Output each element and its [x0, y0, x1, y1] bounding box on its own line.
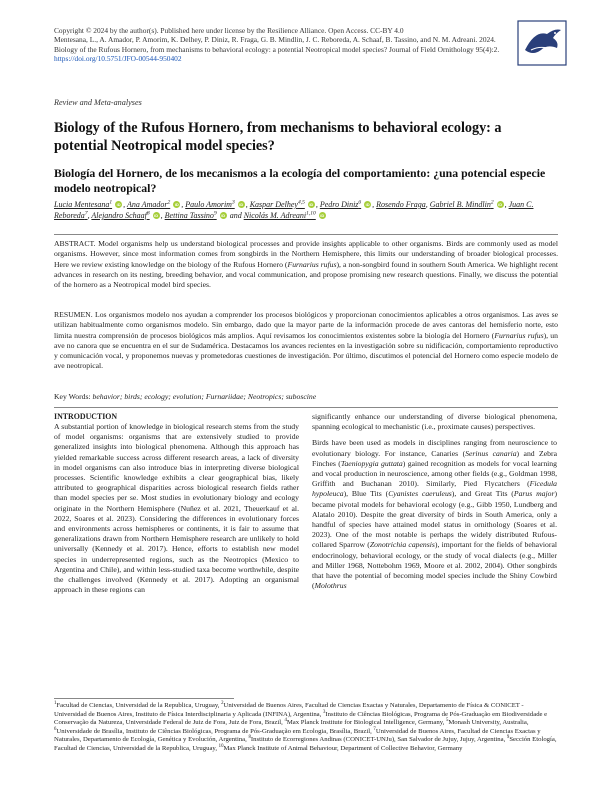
orcid-icon[interactable]	[497, 201, 504, 208]
journal-bird-logo	[517, 20, 567, 66]
author-delhey[interactable]: Kaspar Delhey$^{4,5}$	[249, 199, 305, 209]
orcid-icon[interactable]	[153, 212, 160, 219]
orcid-icon[interactable]	[115, 201, 122, 208]
section-heading-introduction: INTRODUCTION	[54, 412, 118, 421]
author-reboreda[interactable]: Juan C. Reboreda$^7$	[54, 200, 534, 220]
citation-body: Mentesana, L., A. Amador, P. Amorim, K. Delhey, P. Diniz, R. Fraga, G. B. Mindlin, J. C. Reboreda, A. Schaaf, B. Tassino, and N. M. Adreani. 2024. Biology of the Rufous Hornero, from mechanisms to behavioral ecology: a potential Neotropical model species? Journal of Field Ornithology 95(4):2.	[54, 35, 500, 54]
resumen-text: ), un ave no canora que se encuentra en el sur de Sudamérica. Destacamos los avances recientes en la investigación sobre su nidificación, comportamiento reproductivo y comunicación vocal, y proponemos nuevas y prometedoras cuestiones de investigación. Por último, discutimos el potencial del Hornero como especie modelo de ave neotropical.	[54, 330, 558, 371]
abstract-spanish	[54, 310, 558, 372]
species-name: Furnarius rufus	[494, 330, 544, 340]
author-mindlin[interactable]: Gabriel B. Mindlin$^2$	[429, 199, 494, 209]
authors-and: and	[229, 211, 242, 220]
author-tassino[interactable]: Bettina Tassino$^9$	[164, 210, 217, 220]
abstract-label: ABSTRACT.	[54, 239, 96, 248]
author-diniz[interactable]: Pedro Diniz$^6$	[319, 199, 362, 209]
abstract-text: ), a non-songbird found in southern South America. We highlight recent advances in research on its nesting, breeding behavior, and vocal communication, and propose promising new research questions. Finally, we discuss the potential of the hornero as a Neotropical model bird species.	[54, 259, 558, 290]
orcid-icon[interactable]	[173, 201, 180, 208]
copyright-line: Copyright © 2024 by the author(s). Published here under license by the Resilience Alliance. Open Access. CC-BY 4.0	[54, 26, 404, 35]
orcid-icon[interactable]	[308, 201, 315, 208]
species-name: Furnarius rufus	[287, 259, 337, 269]
author-amorim[interactable]: Paulo Amorim$^3$	[185, 199, 235, 209]
intro-paragraph-continued: significantly enhance our understanding of diverse biological phenomena, spanning ecological to mechanistic (i.e., proximate causes) perspectives.	[312, 412, 557, 432]
author-amador[interactable]: Ana Amador$^2$	[126, 199, 171, 209]
citation-text	[54, 35, 514, 63]
author-fraga[interactable]: Rosendo Fraga	[376, 200, 426, 209]
orcid-icon[interactable]	[364, 201, 371, 208]
abstract-text: Model organisms help us understand biological processes and provide insights applicable to other organisms. Birds are commonly used as model organisms. However, since most information comes from songbirds in the Northern Hemisphere, this limits our understanding of broader biological processes. Here we review existing knowledge on the biology of the Rufous Hornero (	[54, 239, 558, 269]
body-column-left	[54, 412, 299, 601]
doi-link[interactable]: https://doi.org/10.5751/JFO-00544-950402	[54, 54, 182, 64]
orcid-icon[interactable]	[220, 212, 227, 219]
divider	[54, 234, 558, 235]
footnote-divider	[54, 698, 234, 699]
orcid-icon[interactable]	[238, 201, 245, 208]
divider	[54, 407, 558, 408]
keywords	[54, 392, 558, 402]
keywords-label: Key Words:	[54, 392, 93, 401]
article-title-spanish: Biología del Hornero, de los mecanismos a la ecología del comportamiento: ¿una potencial especie modelo neotropical?	[54, 166, 546, 195]
intro-paragraph: A substantial portion of knowledge in biological research stems from the study of model organisms: organisms that are extensively studied to provide generalized insights into biological phenomena. Although this approach has yielded remarkable success across different research areas, a lack of diversity in model organisms can also introduce bias in interpreting diverse biological processes. Scientific knowledge exhibits a clear geographical bias, likely attributed to geographical disparities across biological research fields rather than model species per se. Most studies in evolutionary biology and ecology originate in the Northern Hemisphere (Nuñez et al. 2021, Theuerkauf et al. 2022, Soares et al. 2023). Considering the differences in evolutionary forces and environments across hemispheres or continents, it is fair to assume that generalizations drawn from Northern Hemisphere research are unlikely to hold universally (Kennedy et al. 2017). Hence, efforts to establish new model species in underrepresented regions, such as the Neotropics (Mexico to Argentina and Chile), and within less-studied taxa become worthwhile, despite the challenges involved (Kennedy et al. 2017). Adopting an organismal approach in these regions can	[54, 422, 299, 595]
citation-header	[54, 26, 514, 64]
article-title-english: Biology of the Rufous Hornero, from mechanisms to behavioral ecology: a potential Neotropical model species?	[54, 120, 502, 154]
resumen-label: RESUMEN.	[54, 310, 93, 319]
keywords-list: behavior; birds; ecology; evolution; Furnariidae; Neotropics; suboscine	[92, 392, 317, 401]
author-adreani[interactable]: Nicolás M. Adreani$^{1,10}$	[243, 210, 316, 220]
affiliations-footnotes: $^1$Facultad de Ciencias, Universidad de la Republica, Uruguay, $^2$Universidad de Buenos Aires, Facultad de Ciencias Exactas y Naturales, Departamento de Física & CONICET - Universidad de Buenos Aires, Instituto de Física Interdisciplinaria y Aplicada (INFINA), Argentina, $^3$Instituto de Ciências Biológicas, Programa de Pós-Graduação em Biodiversidade e Conservação da Natureza, Universidade Federal de Juiz de Fora, Juiz de Fora, Brazil, $^4$Max Planck Institute for Biological Intelligence, Germany, $^5$Monash University, Australia, $^6$Universidade de Brasília, Instituto de Ciências Biológicas, Programa de Pós-Graduação em Ecologia, Brasília, Brazil, $^7$Universidad de Buenos Aires, Facultad de Ciencias Exactas y Naturales, Departamento de Ecología, Genética y Evolución, Argentina, $^8$Instituto de Ecorregiones Andinas (CONICET-UNJu), San Salvador de Jujuy, Jujuy, Argentina, $^9$Sección Etología, Facultad de Ciencias, Universidad de la Republica, Uruguay, $^{10}$Max Planck Institute of Animal Behaviour, Department of Collective Behavior, Germany	[54, 700, 557, 752]
author-mentesana[interactable]: Lucia Mentesana$^1$	[54, 199, 113, 209]
abstract-english	[54, 239, 558, 290]
body-column-right	[312, 412, 557, 597]
author-list: Lucia Mentesana$^1$ iD , Ana Amador$^2$ iD , Paulo Amorim$^3$ iD , Kaspar Delhey$^{4,5}$ iD , Pedro Diniz$^6$ iD , Rosendo Fraga, Gabriel B. Mindlin$^2$ iD , Juan C. Reboreda$^7$, Alejandro Schaaf$^8$ iD , Bettina Tassino$^9$ iD and Nicolás M. Adreani$^{1,10}$ iD	[54, 199, 554, 221]
orcid-icon[interactable]	[319, 212, 326, 219]
birds-paragraph: Birds have been used as models in disciplines ranging from neuroscience to evolutionary biology. For instance, Canaries (Serinus canaria) and Zebra Finches (Taeniopygia guttata) gained recognition as models for vocal learning and vocal production in neuroscience, among other fields (e.g., Goldman 1998, Griffith and Buchanan 2010). Similarly, Pied Flycatchers (Ficedula hypoleuca), Blue Tits (Cyanistes caeruleus), and Great Tits (Parus major) became pivotal models for behavioral ecology (e.g., Gibb 1950, Lundberg and Alatalo 2010). Despite the great diversity of birds in South America, only a handful of species have attained model status in ornithology (Soares et al. 2023). One of the most notable is perhaps the widely distributed Rufous-collared Sparrow (Zonotrichia capensis), important for the fields of behavioral endocrinology, behavioral ecology, or the study of vocal dialects (e.g., Miller and Miller 1968, Nottebohm 1969, Moore et al. 2002, 2004). Other songbirds that have the potential of becoming model species include the Shiny Cowbird (Molothrus	[312, 438, 558, 591]
author-schaaf[interactable]: Alejandro Schaaf$^8$	[91, 210, 150, 220]
section-label: Review and Meta-analyses	[54, 98, 142, 107]
resumen-text: Los organismos modelo nos ayudan a comprender los procesos biológicos y proporcionan conocimientos aplicables a otros organismos. Las aves se utilizan habitualmente como organismos modelo. Sin embargo, dado que la mayor parte de la información procede de aves cantoras del hemisferio norte, esto limita nuestra comprensión de procesos biológicos más amplios. Aquí revisamos los conocimientos existentes sobre la biología del Hornero (	[54, 310, 558, 340]
